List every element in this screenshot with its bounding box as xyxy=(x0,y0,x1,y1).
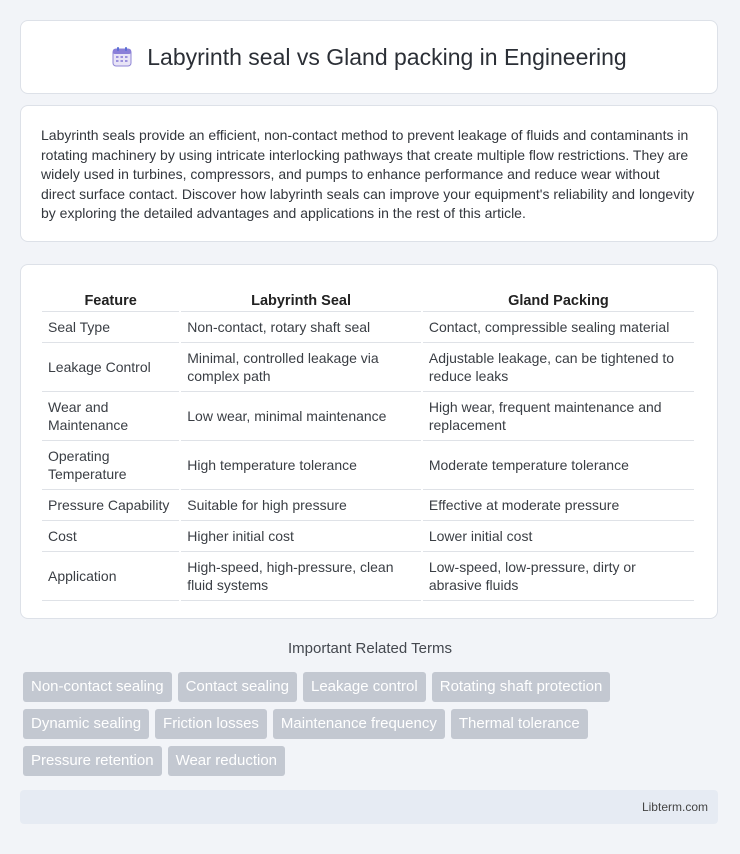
related-term-tag[interactable]: Leakage control xyxy=(303,672,426,702)
related-term-tag[interactable]: Friction losses xyxy=(155,709,267,739)
table-cell: High temperature tolerance xyxy=(181,441,421,490)
table-cell: Lower initial cost xyxy=(423,521,694,552)
related-term-tag[interactable]: Wear reduction xyxy=(168,746,285,776)
related-term-tag[interactable]: Maintenance frequency xyxy=(273,709,445,739)
table-cell: Minimal, controlled leakage via complex path xyxy=(181,343,421,392)
column-header: Gland Packing xyxy=(423,285,694,312)
table-cell: Low wear, minimal maintenance xyxy=(181,392,421,441)
table-cell: Adjustable leakage, can be tightened to reduce leaks xyxy=(423,343,694,392)
table-cell: High wear, frequent maintenance and replacement xyxy=(423,392,694,441)
related-term-tag[interactable]: Thermal tolerance xyxy=(451,709,588,739)
table-row xyxy=(42,521,694,552)
related-term-tag[interactable]: Non-contact sealing xyxy=(23,672,172,702)
table-cell: Leakage Control xyxy=(42,343,179,392)
column-header: Labyrinth Seal xyxy=(181,285,421,312)
calendar-icon xyxy=(111,46,133,68)
table-row xyxy=(42,312,694,343)
comparison-table xyxy=(40,285,696,601)
title-card xyxy=(20,20,718,94)
comparison-table-card xyxy=(20,264,718,619)
table-cell: Seal Type xyxy=(42,312,179,343)
table-cell: Contact, compressible sealing material xyxy=(423,312,694,343)
table-row xyxy=(42,392,694,441)
footer xyxy=(20,790,718,824)
intro-text: Labyrinth seals provide an efficient, non-contact method to prevent leakage of fluids and contaminants in rotating machinery by using intricate interlocking pathways that create multiple flow restrictions. They are widely used in turbines, compressors, and pumps to enhance performance and reduce wear without direct surface contact. Discover how labyrinth seals can improve your equipment's reliability and longevity by exploring the detailed advantages and applications in the rest of this article. xyxy=(41,127,695,222)
table-row xyxy=(42,490,694,521)
table-cell: Non-contact, rotary shaft seal xyxy=(181,312,421,343)
intro-card xyxy=(20,105,718,242)
table-header-row xyxy=(42,285,694,312)
related-terms-list xyxy=(23,672,703,776)
table-cell: Operating Temperature xyxy=(42,441,179,490)
table-cell: Pressure Capability xyxy=(42,490,179,521)
table-cell: Moderate temperature tolerance xyxy=(423,441,694,490)
table-cell: Cost xyxy=(42,521,179,552)
table-row xyxy=(42,441,694,490)
related-term-tag[interactable]: Rotating shaft protection xyxy=(432,672,611,702)
table-cell: Effective at moderate pressure xyxy=(423,490,694,521)
page-title: Labyrinth seal vs Gland packing in Engineering xyxy=(147,43,627,70)
related-term-tag[interactable]: Pressure retention xyxy=(23,746,162,776)
table-cell: Application xyxy=(42,552,179,601)
table-cell: Low-speed, low-pressure, dirty or abrasive fluids xyxy=(423,552,694,601)
related-term-tag[interactable]: Contact sealing xyxy=(178,672,297,702)
table-cell: Higher initial cost xyxy=(181,521,421,552)
related-term-tag[interactable]: Dynamic sealing xyxy=(23,709,149,739)
table-cell: Suitable for high pressure xyxy=(181,490,421,521)
table-row xyxy=(42,552,694,601)
table-cell: High-speed, high-pressure, clean fluid systems xyxy=(181,552,421,601)
related-terms-heading: Important Related Terms xyxy=(288,640,452,657)
table-cell: Wear and Maintenance xyxy=(42,392,179,441)
column-header: Feature xyxy=(42,285,179,312)
table-row xyxy=(42,343,694,392)
footer-site-link[interactable]: Libterm.com xyxy=(641,800,708,814)
